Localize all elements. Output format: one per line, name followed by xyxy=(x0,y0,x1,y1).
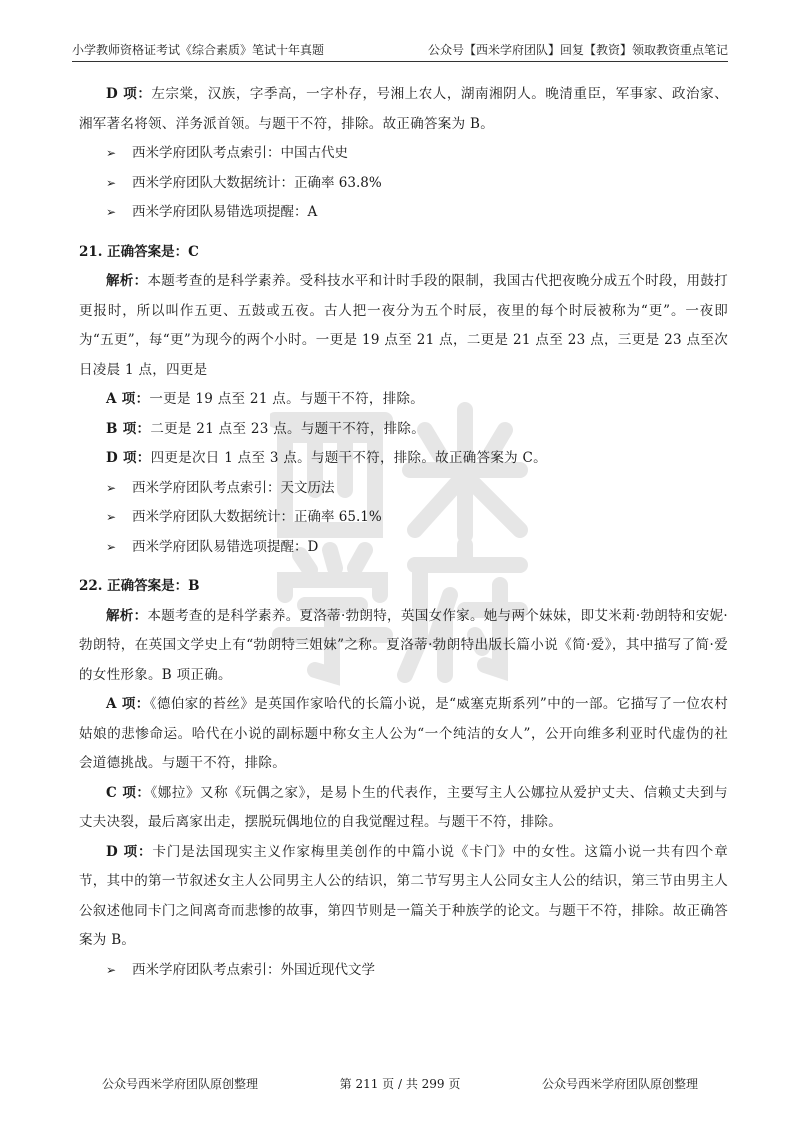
list-item: ➢ 西米学府团队大数据统计：正确率 65.1% xyxy=(79,503,728,533)
q22-option-a: A 项：《德伯家的苔丝》是英国作家哈代的长篇小说，是“威塞克斯系列”中的一部。它描写了一位农村姑娘的悲惨命运。哈代在小说的副标题中称女主人公为“一个纯洁的女人”，公开向维多利亚时代虚伪的社会道德挑战。与题干不符，排除。 xyxy=(79,696,729,771)
q22-option-d: D 项：卡门是法国现实主义作家梅里美创作的中篇小说《卡门》中的女性。这篇小说一共有四个章节，其中的第一节叙述女主人公同男主人公的结识，第二节写男主人公同女主人公的结识，第三节由男主人公叙述他同卡门之间离奇而悲惨的故事，第四节则是一篇关于种族学的论文。与题干不符，排除。故正确答案为 B。 xyxy=(79,843,728,948)
list-item: ➢ 西米学府团队考点索引：中国古代史 xyxy=(79,139,728,169)
page-footer xyxy=(72,1075,728,1092)
q21-option-a: A 项：一更是 19 点至 21 点。与题干不符，排除。 xyxy=(106,391,425,407)
q21-option-b: B 项：二更是 21 点至 23 点。与题干不符，排除。 xyxy=(106,420,426,437)
arrow-bullet-icon: ➢ xyxy=(106,962,117,977)
footer-right: 公众号西米学府团队原创整理 xyxy=(541,1077,698,1091)
q22-heading: 22. 正确答案是：B xyxy=(79,578,200,594)
q22-option-c: C 项：《娜拉》又称《玩偶之家》，是易卜生的代表作，主要写主人公娜拉从爱护丈夫、信赖丈夫到与丈夫决裂，最后离家出走，摆脱玩偶地位的自我觉醒过程。与题干不符，排除。 xyxy=(79,784,728,830)
list-item: ➢ 西米学府团队考点索引：天文历法 xyxy=(79,474,728,504)
q20-option-d: D 项：左宗棠，汉族，字季高，一字朴存，号湘上农人，湖南湘阴人。晚清重臣，军事家、政治家、湘军著名将领、洋务派首领。与题干不符，排除。故正确答案为 B。 xyxy=(79,86,728,132)
q21-option-d: D 项：四更是次日 1 点至 3 点。与题干不符，排除。故正确答案为 C。 xyxy=(106,450,547,466)
list-item: ➢ 西米学府团队易错选项提醒：A xyxy=(79,198,728,228)
header-right: 公众号【西米学府团队】回复【教资】领取教资重点笔记 xyxy=(427,43,728,57)
page-number: 第 211 页 / 共 299 页 xyxy=(339,1077,461,1091)
list-item: ➢ 西米学府团队考点索引：外国近现代文学 xyxy=(79,956,728,986)
arrow-bullet-icon: ➢ xyxy=(106,539,117,554)
arrow-bullet-icon: ➢ xyxy=(106,205,117,219)
footer-left: 公众号西米学府团队原创整理 xyxy=(102,1077,259,1091)
list-item: ➢ 西米学府团队易错选项提醒：D xyxy=(79,533,728,563)
q21-heading: 21. 正确答案是：C xyxy=(79,243,199,260)
arrow-bullet-icon: ➢ xyxy=(106,510,117,524)
q22-analysis: 解析：本题考查的是科学素养。夏洛蒂·勃朗特，英国女作家。她与两个妹妹，即艾米莉·勃朗特和安妮·勃朗特，在英国文学史上有“勃朗特三姐妹”之称。夏洛蒂·勃朗特出版长篇小说《简·爱》，其中描写了简·爱的女性形象。B 项正确。 xyxy=(79,607,728,683)
q21-analysis: 解析：本题考查的是科学素养。受科技水平和计时手段的限制，我国古代把夜晚分成五个时段，用鼓打更报时，所以叫作五更、五鼓或五夜。古人把一夜分为五个时辰，夜里的每个时辰被称为“更”。一夜即为“五更”，每“更”为现今的两个小时。一更是 19 点至 21 点，二更是 21 点至 23 点，三更是 23 点至次日凌晨 1 点，四更是 xyxy=(79,273,728,378)
page-header xyxy=(72,40,728,62)
header-left: 小学教师资格证考试《综合素质》笔试十年真题 xyxy=(72,43,325,57)
page-content xyxy=(79,80,728,985)
arrow-bullet-icon: ➢ xyxy=(106,175,117,190)
arrow-bullet-icon: ➢ xyxy=(106,480,117,495)
list-item: ➢ 西米学府团队大数据统计：正确率 63.8% xyxy=(79,169,728,199)
arrow-bullet-icon: ➢ xyxy=(106,146,117,160)
